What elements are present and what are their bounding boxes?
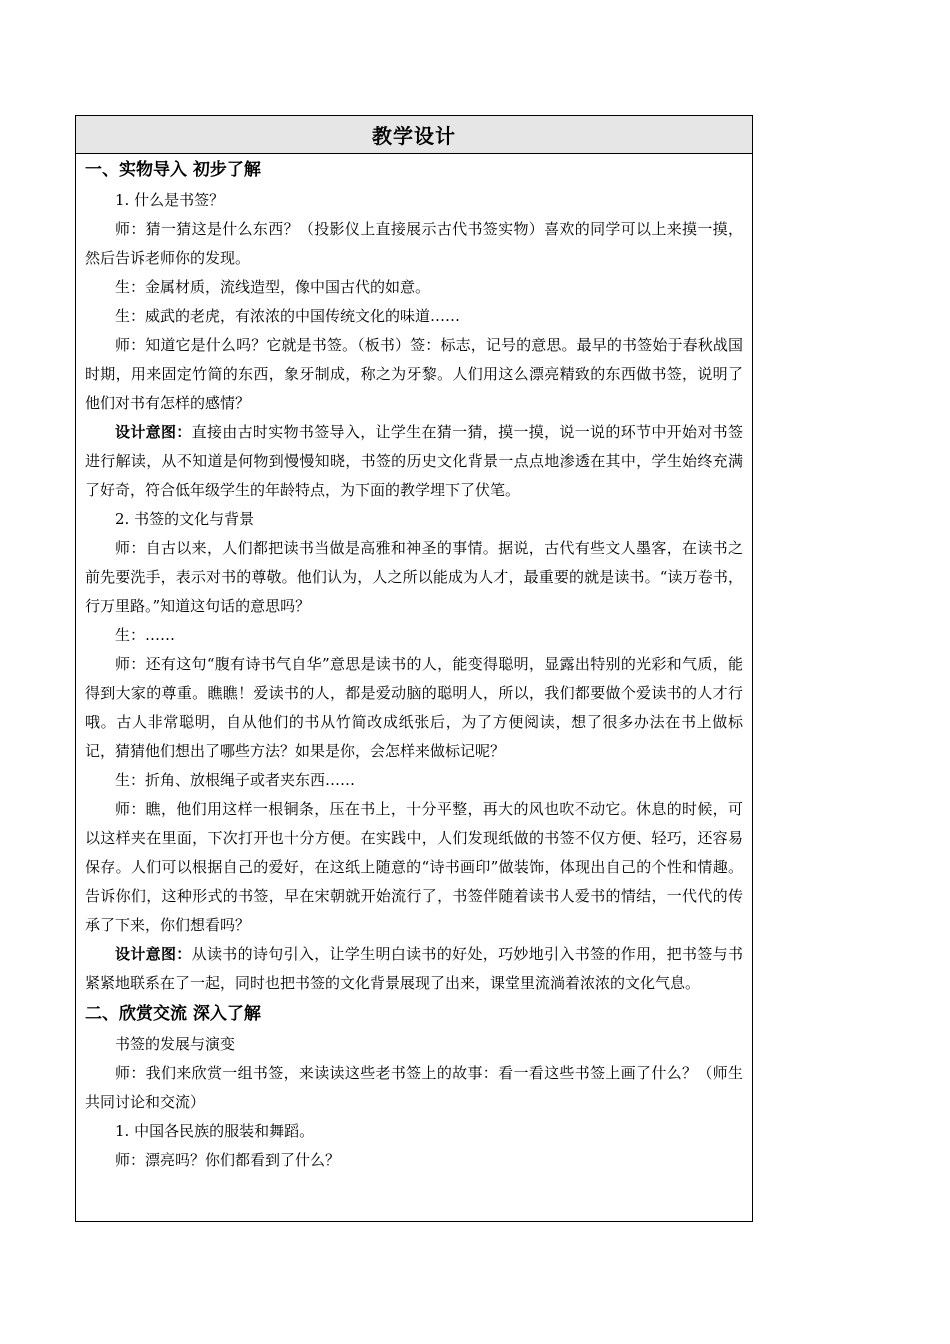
design-intent-2 bbox=[85, 940, 743, 998]
paragraph: 师：猜一猜这是什么东西？（投影仪上直接展示古代书签实物）喜欢的同学可以上来摸一摸，然后告诉老师你的发现。 bbox=[85, 220, 743, 267]
design-intent-label: 设计意图： bbox=[115, 945, 192, 963]
design-intent-1 bbox=[85, 418, 743, 505]
lesson-content bbox=[76, 157, 752, 1175]
paragraph: 师：漂亮吗？你们都看到了什么？ bbox=[115, 1151, 341, 1169]
lesson-plan-table bbox=[75, 115, 753, 1222]
paragraph: 师：知道它是什么吗？它就是书签。（板书）签：标志，记号的意思。最早的书签始于春秋战国时期，用来固定竹简的东西，象牙制成，称之为牙黎。人们用这么漂亮精致的东西做书签，说明了他们对书有怎样的感情？ bbox=[85, 336, 743, 412]
paragraph: 师：还有这句“腹有诗书气自华”意思是读书的人，能变得聪明，显露出特别的光彩和气质，能得到大家的尊重。瞧瞧！爱读书的人，都是爱动脑的聪明人，所以，我们都要做个爱读书的人才行哦。古人非常聪明，自从他们的书从竹简改成纸张后，为了方便阅读，想了很多办法在书上做标记，猜猜他们想出了哪些方法？如果是你，会怎样来做标记呢？ bbox=[85, 655, 743, 760]
paragraph: 生：威武的老虎，有浓浓的中国传统文化的味道…… bbox=[115, 307, 461, 325]
section1-heading: 一、实物导入 初步了解 bbox=[85, 160, 261, 180]
paragraph: 生：金属材质，流线造型，像中国古代的如意。 bbox=[115, 278, 431, 296]
design-intent-text: 直接由古时实物书签导入，让学生在猜一猜，摸一摸，说一说的环节中开始对书签进行解读，从不知道是何物到慢慢知晓，书签的历史文化背景一点点地渗透在其中，学生始终充满了好奇，符合低年级学生的年龄特点，为下面的教学埋下了伏笔。 bbox=[85, 423, 743, 499]
paragraph: 师：瞧，他们用这样一根铜条，压在书上，十分平整，再大的风也吹不动它。休息的时候，可以这样夹在里面，下次打开也十分方便。在实践中，人们发现纸做的书签不仅方便、轻巧，还容易保存。人们可以根据自己的爱好，在这纸上随意的“诗书画印”做装饰，体现出自己的个性和情趣。告诉你们，这种形式的书签，早在宋朝就开始流行了，书签伴随着读书人爱书的情结，一代代的传承了下来，你们想看吗？ bbox=[85, 800, 743, 934]
paragraph: 师：我们来欣赏一组书签，来读读这些老书签上的故事：看一看这些书签上画了什么？（师生共同讨论和交流） bbox=[85, 1064, 743, 1111]
paragraph: 生：…… bbox=[115, 626, 176, 644]
paragraph: 师：自古以来，人们都把读书当做是高雅和神圣的事情。据说，古代有些文人墨客，在读书之前先要洗手，表示对书的尊敬。他们认为，人之所以能成为人才，最重要的就是读书。“读万卷书，行万里路。”知道这句话的意思吗？ bbox=[85, 539, 743, 615]
page-title: 教学设计 bbox=[372, 124, 456, 148]
table-header bbox=[76, 116, 752, 154]
section2-item1: 1. 中国各民族的服装和舞蹈。 bbox=[115, 1122, 315, 1140]
section1-item2: 2. 书签的文化与背景 bbox=[115, 510, 255, 528]
section2-heading: 二、欣赏交流 深入了解 bbox=[85, 1004, 261, 1024]
paragraph: 生：折角、放根绳子或者夹东西…… bbox=[115, 771, 356, 789]
design-intent-label: 设计意图： bbox=[115, 423, 192, 441]
section1-item1: 1. 什么是书签？ bbox=[115, 191, 225, 209]
section2-subtitle: 书签的发展与演变 bbox=[115, 1035, 236, 1053]
design-intent-text: 从读书的诗句引入，让学生明白读书的好处，巧妙地引入书签的作用，把书签与书紧紧地联系在了一起，同时也把书签的文化背景展现了出来，课堂里流淌着浓浓的文化气息。 bbox=[85, 945, 743, 992]
